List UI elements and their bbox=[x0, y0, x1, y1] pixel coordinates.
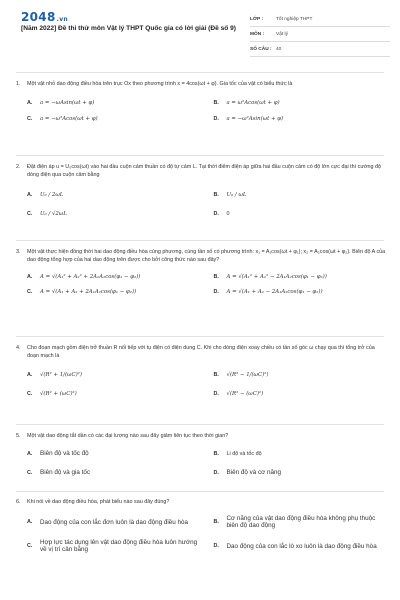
divider bbox=[16, 424, 384, 425]
option-c[interactable]: C. a = −ω²Acos(ωt + φ) bbox=[27, 116, 98, 123]
option-c[interactable]: C. Biên độ và gia tốc bbox=[27, 469, 91, 477]
option-a[interactable]: A. a = −ωAsin(ωt + φ) bbox=[27, 100, 95, 107]
option-c[interactable]: C. U₀ / √2ωL bbox=[27, 210, 67, 217]
option-b[interactable]: B. A = √(A₁² + A₂² − 2A₁A₂cos(φ₁ − φ₂)) bbox=[213, 273, 327, 280]
option-d[interactable]: D. a = −ω²Asin(ωt + φ) bbox=[213, 116, 284, 123]
exam-meta bbox=[250, 12, 390, 57]
option-b[interactable]: B. U₀ / ωL bbox=[213, 191, 247, 198]
option-d[interactable]: D. √(R² − (ωC)²) bbox=[213, 390, 264, 397]
option-c[interactable]: C. √(R² + (ωC)²) bbox=[27, 390, 77, 397]
divider bbox=[16, 72, 384, 73]
question-1: 1. Một vật nhỏ dao động điều hòa trên trục Ox theo phương trình x = 4cos(ωt + φ). Gia tốc của vật có biểu thức là A. a = −ωAsin(ωt + φ) B. a = ω²Acos(ωt + φ) C. a = −ω²Acos(ωt + φ) D. a = −ω²Asin(ωt + φ) bbox=[16, 80, 386, 122]
site-logo[interactable]: 2048.vn bbox=[21, 10, 68, 24]
option-c[interactable]: C. A = √(A₁ + A₂ + 2A₁A₂cos(φ₁ − φ₂)) bbox=[27, 288, 137, 295]
divider bbox=[16, 155, 384, 156]
divider bbox=[16, 336, 384, 337]
question-6: 6. Khi nói về dao động điều hòa, phát biểu nào sau đây đúng? A. Dao động của con lắc đơn luôn là dao động điều hòa B. Cơ năng của vật dao động điều hòa không phụ thuộc biên độ dao động C. Hợp lực tác dụng lên vật dao động điều hòa luôn hướng về vị trí cân bằng D. Dao động của con lắc lò xo luôn là dao động điều hòa bbox=[16, 498, 386, 553]
option-a[interactable]: A. A = √(A₁² + A₂² + 2A₁A₂cos(φ₁ − φ₂)) bbox=[27, 273, 141, 280]
option-a[interactable]: A. √(R² + 1/(ωC)²) bbox=[27, 371, 82, 378]
question-3: 3. Một vật thực hiện đồng thời hai dao động điều hòa cùng phương, cùng tần số có phương trình: x₁ = A₁cos(ωt + φ₁); x₂ = A₂cos(ωt + φ₂). Biên độ A của dao động tổng hợp của hai dao động trên được cho bởi công thức nào sau đây? A. A = √(A₁² + A₂² + 2A₁A₂cos(φ₁ − φ₂)) B. A = √(A₁² + A₂² − 2A₁A₂cos(φ₁ − φ₂)) C. A = √(A₁ + A₂ + 2A₁A₂cos(φ₁ − φ₂)) D. A = √(A₁ + A₂ − 2A₁A₂cos(φ₁ − φ₂)) bbox=[16, 249, 386, 295]
option-d[interactable]: D. 0 bbox=[213, 210, 230, 217]
option-b[interactable]: B. a = ω²Acos(ωt + φ) bbox=[213, 100, 280, 107]
question-2: 2. Đặt điện áp u = U₀cos(ωt) vào hai đầu cuộn cảm thuần có độ tự cảm L. Tại thời điểm điện áp giữa hai đầu cuộn cảm có độ lớn cực đại thì cường độ dòng điện qua cuộn cảm bằng A. U₀ / 2ωL B. U₀ / ωL C. U₀ / √2ωL D. 0 bbox=[16, 163, 386, 217]
divider bbox=[16, 491, 384, 492]
meta-row-subject: MÔN : Vật lý bbox=[250, 27, 390, 42]
page-header bbox=[16, 0, 384, 60]
option-b[interactable]: B. √(R² − 1/(ωC)²) bbox=[213, 371, 269, 378]
option-c[interactable]: C. Hợp lực tác dụng lên vật dao động điều hòa luôn hướng về vị trí cân bằng bbox=[27, 539, 198, 554]
divider bbox=[16, 240, 384, 241]
meta-row-class: LỚP : Tốt nghiệp THPT bbox=[250, 12, 390, 27]
question-5: 5. Một vật dao động tắt dần có các đại lượng nào sau đây giảm liên tục theo thời gian? A. Biên độ và tốc độ B. Li độ và tốc độ C. Biên độ và gia tốc D. Biên độ và cơ năng bbox=[16, 432, 386, 476]
question-4: 4. Cho đoạn mạch gồm điện trở thuần R nối tiếp với tụ điện có điện dung C. Khi cho dòng điện xoay chiều có tần số góc ω chạy qua thì tổng trở của đoạn mạch là A. √(R² + 1/(ωC)²) B. √(R² − 1/(ωC)²) C. √(R² + (ωC)²) D. √(R² − (ωC)²) bbox=[16, 344, 386, 397]
option-d[interactable]: D. A = √(A₁ + A₂ − 2A₁A₂cos(φ₁ − φ₂)) bbox=[213, 288, 323, 295]
option-d[interactable]: D. Dao động của con lắc lò xo luôn là dao động điều hòa bbox=[213, 542, 377, 550]
option-d[interactable]: D. Biên độ và cơ năng bbox=[213, 469, 282, 477]
option-a[interactable]: A. U₀ / 2ωL bbox=[27, 191, 64, 198]
option-b[interactable]: B. Li độ và tốc độ bbox=[213, 450, 262, 457]
option-a[interactable]: A. Dao động của con lắc đơn luôn là dao động điều hòa bbox=[27, 518, 189, 526]
option-a[interactable]: A. Biên độ và tốc độ bbox=[27, 450, 89, 458]
exam-title: [Năm 2022] Đề thi thử môn Vật lý THPT Quốc gia có lời giải (Đề số 9) bbox=[21, 25, 237, 32]
option-b[interactable]: B. Cơ năng của vật dao động điều hòa không phụ thuộc biên độ dao động bbox=[213, 515, 376, 530]
meta-row-count: SỐ CÂU : 40 bbox=[250, 42, 390, 57]
